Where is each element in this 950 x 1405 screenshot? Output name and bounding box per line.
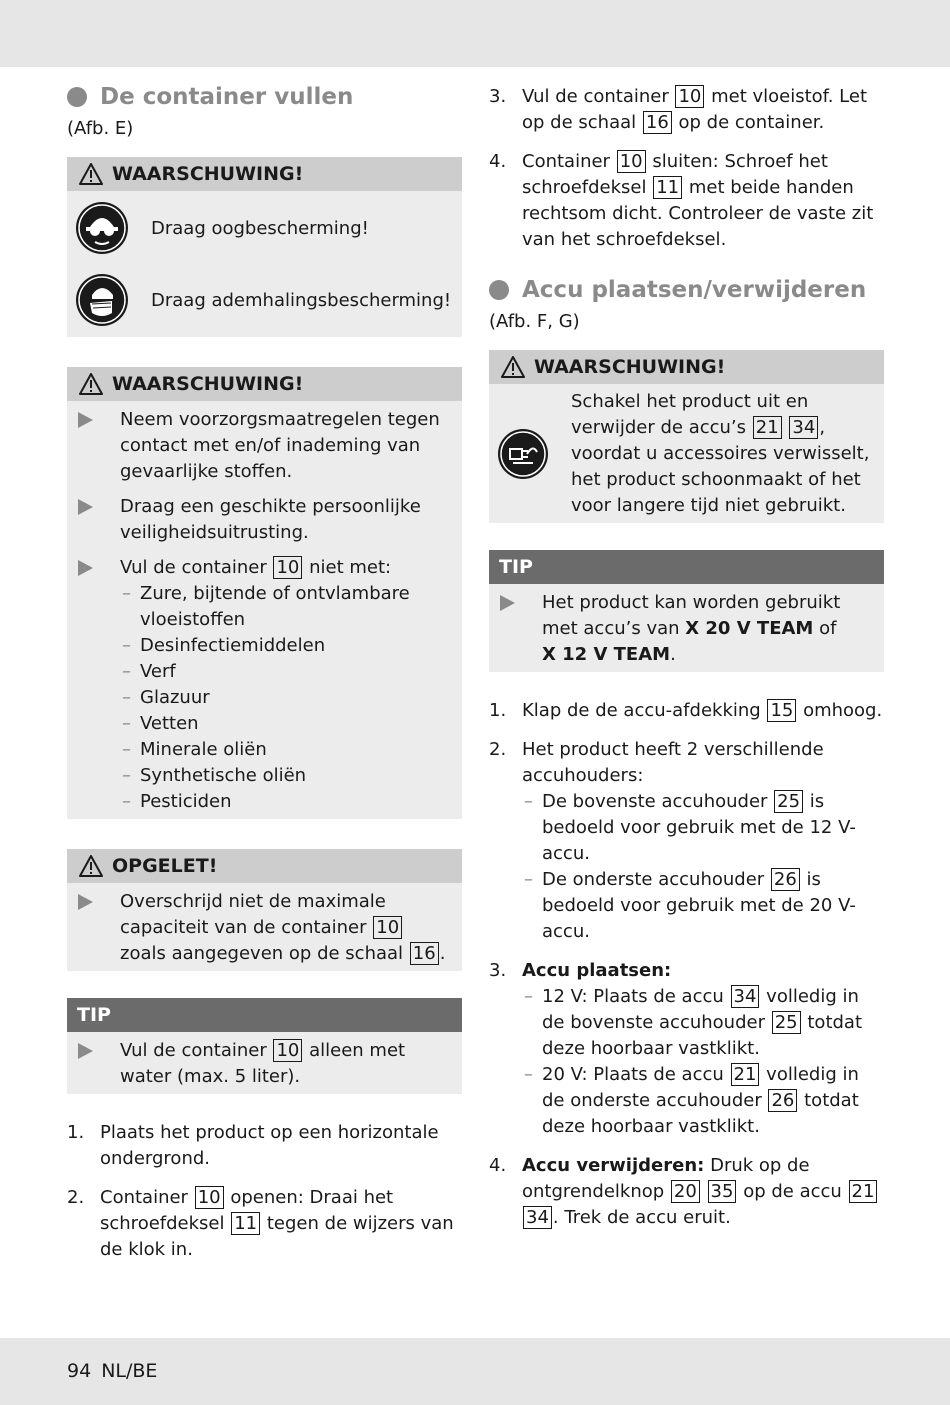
- part-ref: 25: [772, 1011, 801, 1034]
- warning-heading: WAARSCHUWING!: [67, 367, 462, 401]
- warning-triangle-icon: [79, 163, 103, 185]
- part-ref: 10: [373, 916, 402, 939]
- part-ref: 34: [789, 416, 818, 439]
- part-ref: 15: [767, 699, 796, 722]
- figure-ref: (Afb. E): [67, 118, 134, 139]
- respiratory-protection-icon: [75, 273, 129, 327]
- list-item: Draag een geschikte persoonlijke veiligheidsuitrusting.: [77, 494, 452, 546]
- part-ref: 25: [774, 790, 803, 813]
- step-2: 2. Container 10 openen: Draai het schroefdeksel 11 tegen de wijzers van de klok in.: [67, 1187, 454, 1260]
- tip-heading: TIP: [67, 998, 462, 1032]
- part-ref: 11: [653, 176, 682, 199]
- warning-triangle-icon: [79, 373, 103, 395]
- list-item: Overschrijd niet de maximale capaciteit van de container 10 zoals aangegeven op de schaal 16 .: [77, 889, 452, 967]
- part-ref: 16: [410, 942, 439, 965]
- part-ref: 20: [671, 1180, 700, 1203]
- left-column: [67, 82, 462, 1263]
- list-item: Vul de container 10 niet met: – Zure, bijtende of ontvlambare vloeistoffen – Desinfectiemiddelen – Verf – Glazuur – Vetten – Minerale oliën – Synthetische oliën – Pesticiden: [77, 555, 452, 815]
- part-ref: 21: [849, 1180, 878, 1203]
- part-ref: 10: [675, 85, 704, 108]
- part-ref: 35: [708, 1180, 737, 1203]
- sub-item: – Vetten: [122, 713, 199, 734]
- accu-step-2: 2. Het product heeft 2 verschillende accuhouders: – De bovenste accuhouder 25 is bedoeld voor gebruik met de 12 V-accu. – De onderste accuhouder 26 is bedoeld voor gebruik met de 20 V-accu.: [489, 737, 884, 945]
- tip-heading: TIP: [489, 550, 884, 584]
- step-3: 3. Vul de container 10 met vloeistof. Let op de schaal 16 op de container.: [489, 86, 868, 133]
- arrow-bullet-icon: [77, 407, 120, 485]
- warning-box-substances: [67, 367, 462, 819]
- ppe-respiratory-row: Draag ademhalingsbescherming!: [75, 273, 454, 327]
- step-1: 1. Plaats het product op een horizontale ondergrond.: [67, 1122, 439, 1169]
- ppe-eye-row: Draag oogbescherming!: [75, 201, 454, 255]
- accu-step-4: 4. Accu verwijderen: Druk op de ontgrendelknop 20 35 op de accu 21 34 . Trek de accu eruit.: [489, 1153, 884, 1231]
- sub-item: – Verf: [122, 661, 176, 682]
- step-4: 4. Container 10 sluiten: Schroef het schroefdeksel 11 met beide handen rechtsom dicht. Controleer de vaste zit van het schroefdeksel.: [489, 151, 874, 250]
- list-item: Vul de container 10 alleen met water (max. 5 liter).: [77, 1038, 452, 1090]
- part-ref: 16: [643, 111, 672, 134]
- sub-item: – Minerale oliën: [122, 739, 267, 760]
- part-ref: 10: [617, 150, 646, 173]
- part-ref: 34: [523, 1206, 552, 1229]
- list-item: Het product kan worden gebruikt met accu’s van X 20 V TEAM of X 12 V TEAM.: [499, 590, 874, 668]
- arrow-bullet-icon: [77, 889, 120, 967]
- language-code: NL/BE: [101, 1360, 158, 1382]
- sub-item: – Desinfectiemiddelen: [122, 635, 326, 656]
- warning-triangle-icon: [501, 356, 525, 378]
- arrow-bullet-icon: [77, 555, 120, 815]
- part-ref: 10: [273, 556, 302, 579]
- part-ref: 10: [273, 1039, 302, 1062]
- warning-box-battery: [489, 350, 884, 523]
- part-ref: 21: [731, 1063, 760, 1086]
- part-ref: 26: [771, 868, 800, 891]
- bullet-dot-icon: [67, 87, 87, 107]
- warning-box-ppe: [67, 157, 462, 337]
- page-footer: [67, 1360, 167, 1382]
- bullet-dot-icon: [489, 280, 509, 300]
- header-band: [0, 0, 950, 67]
- tip-box: [67, 998, 462, 1094]
- sub-item: – 12 V: Plaats de accu 34 volledig in de bovenste accuhouder 25 totdat deze hoorbaar vastklikt.: [524, 986, 863, 1059]
- page-number: 94: [67, 1360, 92, 1382]
- sub-item: – De onderste accuhouder 26 is bedoeld voor gebruik met de 20 V-accu.: [524, 869, 856, 942]
- section-title-accu: Accu plaatsen/verwijderen: [489, 275, 884, 305]
- part-ref: 34: [731, 985, 760, 1008]
- part-ref: 21: [753, 416, 782, 439]
- part-ref: 11: [231, 1212, 260, 1235]
- battery-warning-row: Schakel het product uit en verwijder de accu’s 21 34 , voordat u accessoires verwisselt, het product schoonmaakt of het voor langere tijd niet gebruikt.: [499, 389, 874, 519]
- sub-item: – Zure, bijtende of ontvlambare vloeistoffen: [122, 583, 410, 630]
- sub-item: – 20 V: Plaats de accu 21 volledig in de onderste accuhouder 26 totdat deze hoorbaar vastklikt.: [524, 1064, 859, 1137]
- section-title-container-vullen: De container vullen: [67, 82, 462, 112]
- warning-heading: WAARSCHUWING!: [489, 350, 884, 384]
- tip-box: [489, 550, 884, 672]
- warning-heading: WAARSCHUWING!: [67, 157, 462, 191]
- warning-triangle-icon: [79, 855, 103, 877]
- right-column: [489, 84, 884, 1231]
- figure-ref: (Afb. F, G): [489, 311, 580, 332]
- list-item: Neem voorzorgsmaatregelen tegen contact met en/of inademing van gevaarlijke stoffen.: [77, 407, 452, 485]
- caution-box: [67, 849, 462, 971]
- sub-item: – Pesticiden: [122, 791, 232, 812]
- accu-step-1: 1. Klap de de accu-afdekking 15 omhoog.: [489, 700, 883, 721]
- sub-item: – Glazuur: [122, 687, 210, 708]
- sub-item: – De bovenste accuhouder 25 is bedoeld voor gebruik met de 12 V-accu.: [524, 791, 856, 864]
- arrow-bullet-icon: [77, 1038, 120, 1090]
- remove-battery-icon: [497, 428, 549, 480]
- arrow-bullet-icon: [77, 494, 120, 546]
- part-ref: 26: [768, 1089, 797, 1112]
- eye-protection-icon: [75, 201, 129, 255]
- caution-heading: OPGELET!: [67, 849, 462, 883]
- part-ref: 10: [195, 1186, 224, 1209]
- accu-step-3: 3. Accu plaatsen: – 12 V: Plaats de accu 34 volledig in de bovenste accuhouder 25 totdat deze hoorbaar vastklikt. – 20 V: Plaats de accu 21 volledig in de onderste accuhouder 26 totdat deze hoorbaar vastklikt.: [489, 958, 884, 1140]
- arrow-bullet-icon: [499, 590, 542, 668]
- sub-item: – Synthetische oliën: [122, 765, 307, 786]
